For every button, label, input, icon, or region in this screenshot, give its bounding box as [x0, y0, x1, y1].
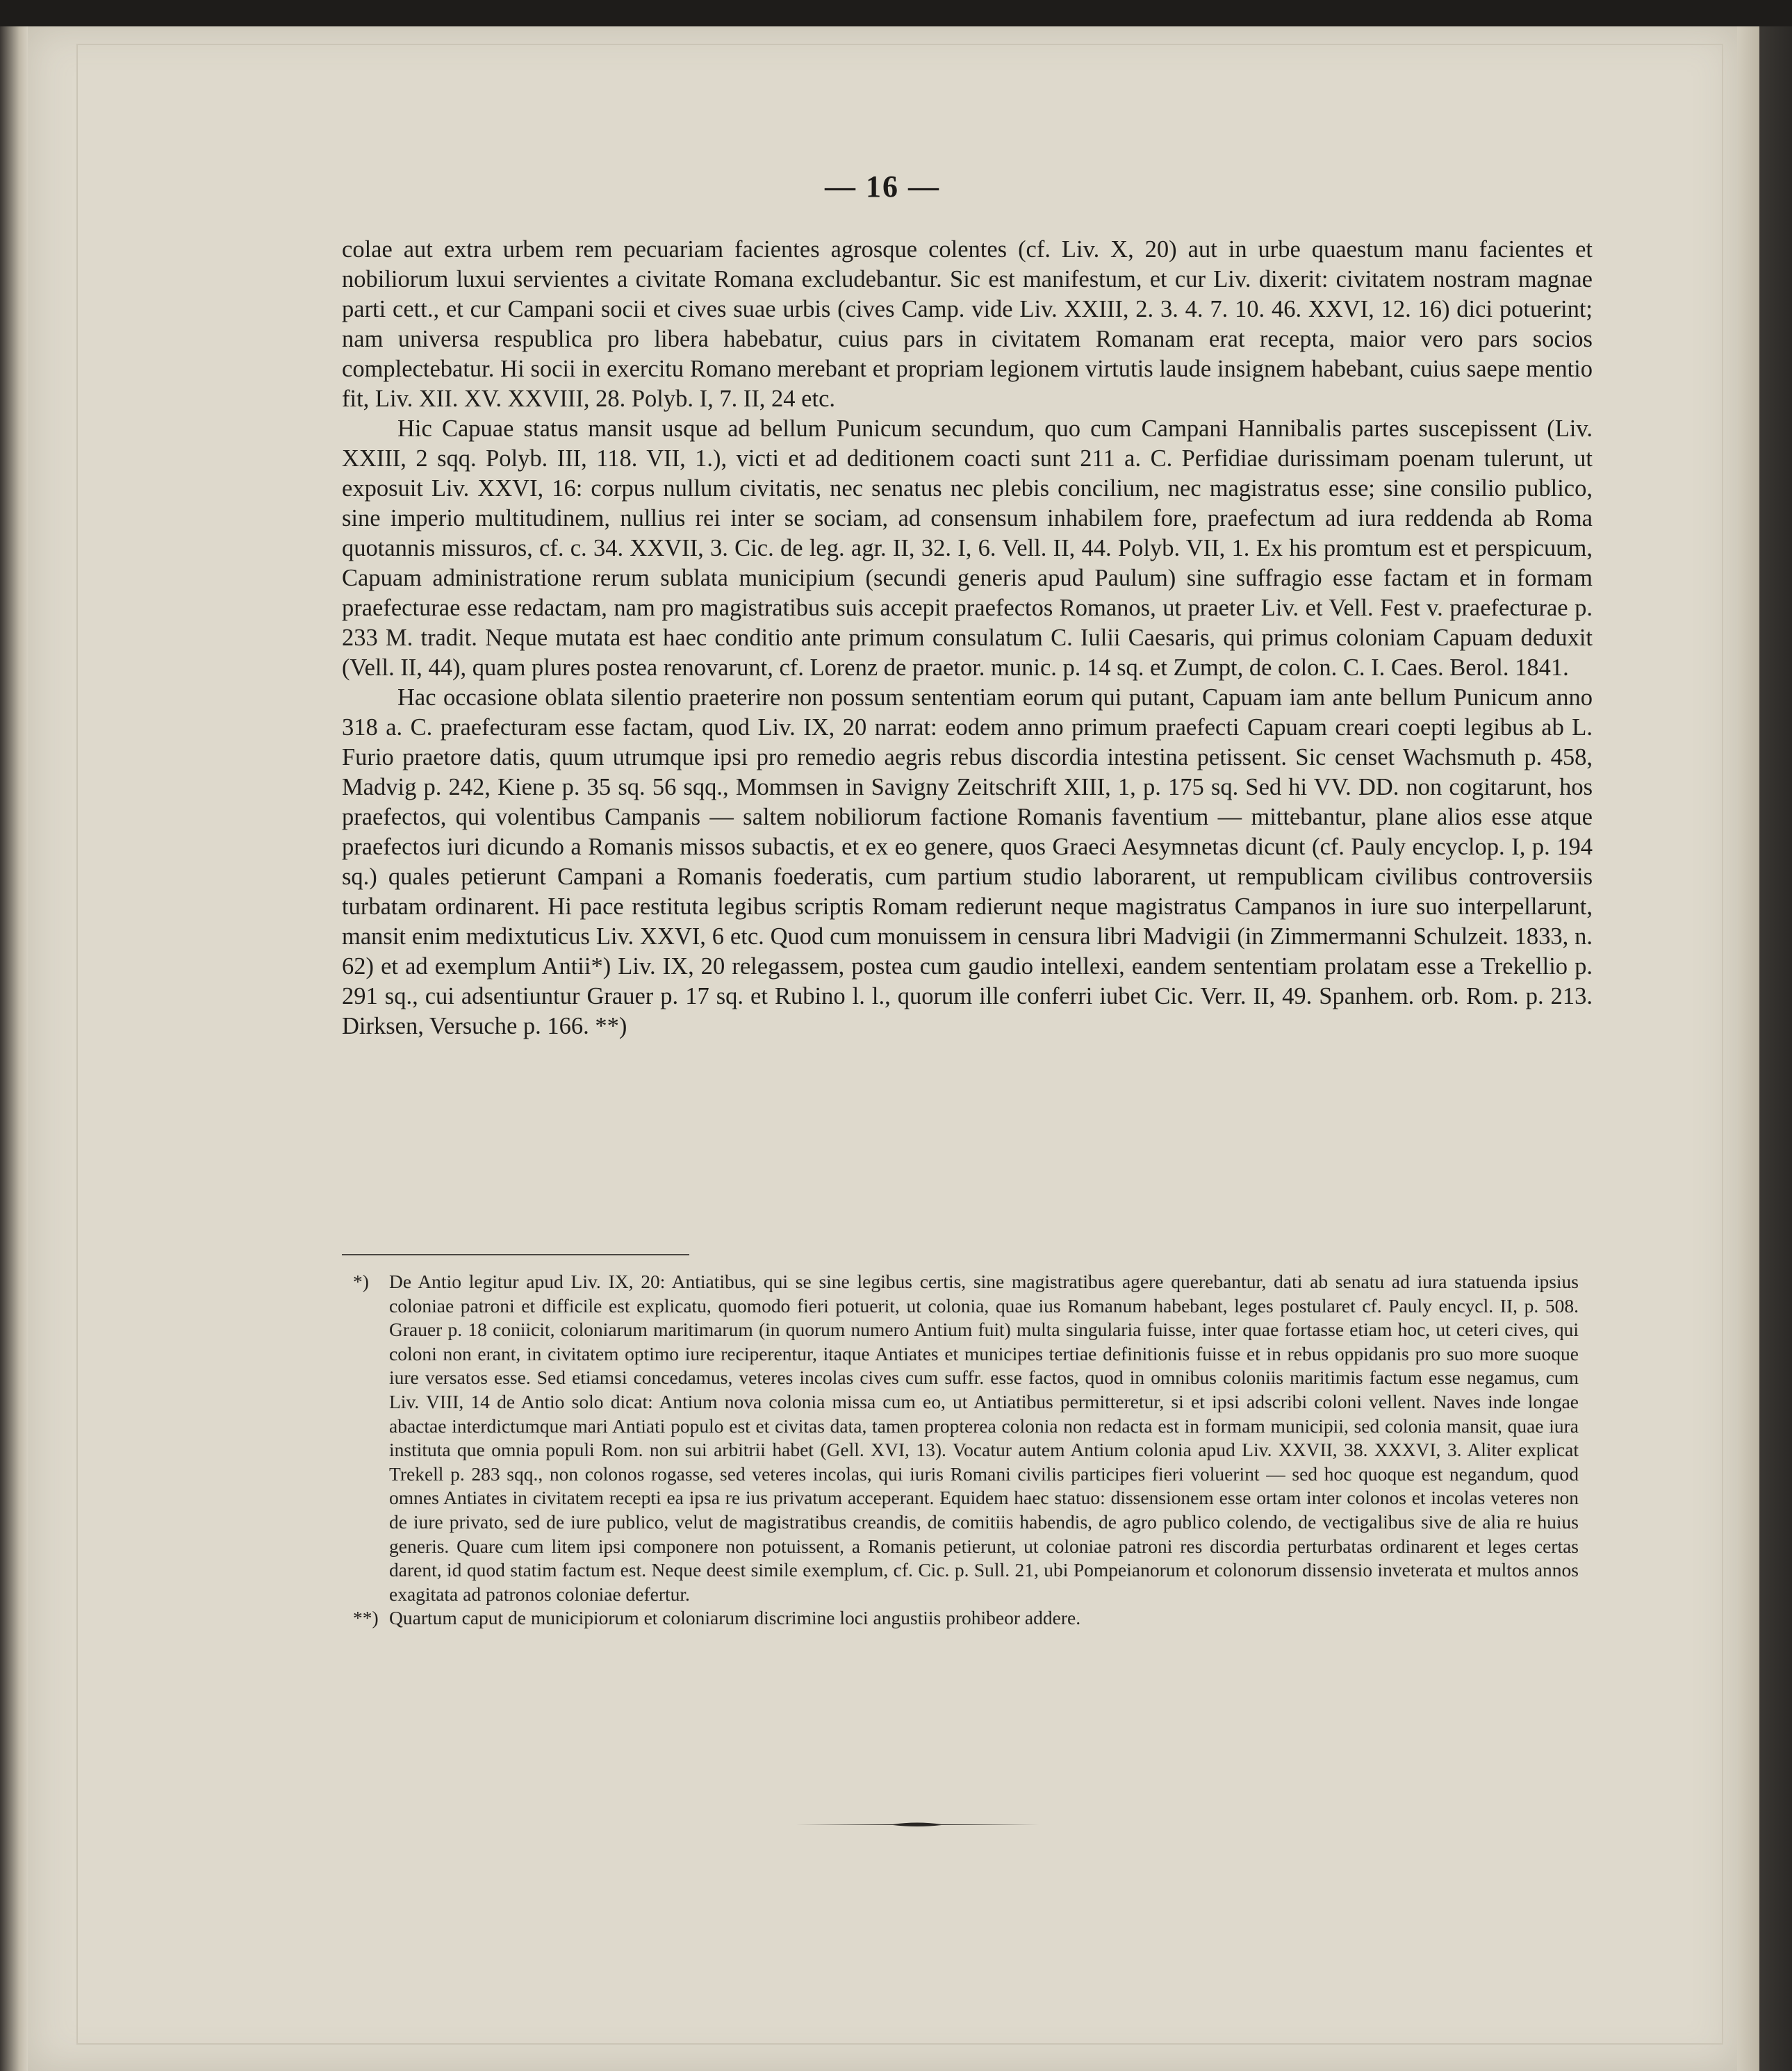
page-edge-right: [1737, 26, 1792, 2071]
footnote-text: De Antio legitur apud Liv. IX, 20: Antiatibus, qui se sine legibus certis, sine magistratibus agere querebantur, dati ab senatu ad iura statuenda ipsius coloniae patroni et difficile est explicatu, quomodo fieri potuerit, ut colonia, quae ius Romanum habebant, leges postularet cf. Pauly encycl. II, p. 508. Grauer p. 18 coniicit, coloniarum maritimarum (in quorum numero Antium fuit) multa singularia fuisse, inter quae fortasse etiam hoc, ut ceteri cives, qui coloni non erant, in civitatem optimo iure reciperentur, itaque Antiates et municipes tertiae definitionis fuisse et in rebus oppidanis pro suo more suoque iure versatos esse. Sed etiamsi concedamus, veteres incolas cives cum suffr. esse factos, quod in omnibus coloniis maritimis factum esse negamus, cum Liv. VIII, 14 de Antio solo dicat: Antium nova colonia missa cum eo, ut Antiatibus permitteretur, si et ipsi adscribi coloni vellent. Naves inde longae abactae interdictumque mari Antiati populo est et civitas data, tamen propterea colonia non redacta est in formam municipii, sed colonia mansit, quae iura instituta que omnia populi Rom. non sui arbitrii habet (Gell. XVI, 13). Vocatur autem Antium colonia apud Liv. XXVII, 38. XXXVI, 3. Aliter explicat Trekell p. 283 sqq., non colonos rogasse, sed veteres incolas, qui iuris Romani civilis participes fieri voluerint — sed hoc quoque est negandum, quod omnes Antiates in civitatem recepti ea ipsa re ius privatum acceperant. Equidem haec statuo: dissensionem esse ortam inter colonos et incolas veteres non de iure privato, sed de iure publico, velut de magistratibus creandis, de comitiis habendis, de agro publico colendo, de vectigalibus sive de alia re huius generis. Quare cum litem ipsi componere non potuissent, a Romanis petierunt, ut coloniae patroni res discordia perturbatas ordinarent et leges certas darent, id quod statim factum est. Neque deest simile exemplum, cf. Cic. p. Sull. 21, ubi Pompeianorum et colonorum dissensio inveterata et multos annos exagitata ad patronos coloniae defertur.: [389, 1271, 1579, 1605]
scan-background-top: [0, 0, 1792, 26]
footnote-mark: **): [353, 1607, 379, 1629]
footnote-text: Quartum caput de municipiorum et coloniarum discrimine loci angustiis prohibeor addere.: [389, 1607, 1081, 1629]
footnote-separator: [342, 1254, 689, 1255]
end-ornament: [796, 1821, 1039, 1828]
footnote: [353, 1270, 1579, 1606]
paragraph: Hac occasione oblata silentio praeterire non possum sententiam eorum qui putant, Capuam iam ante bellum Punicum anno 318 a. C. praefecturam esse factam, quod Liv. IX, 20 narrat: eodem anno primum praefecti Capuam creari coepti legibus ab L. Furio praetore datis, quum utrumque ipsi pro remedio aegris rebus discordia intestina petissent. Sic censet Wachsmuth p. 458, Madvig p. 242, Kiene p. 35 sq. 56 sqq., Mommsen in Savigny Zeitschrift XIII, 1, p. 175 sq. Sed hi VV. DD. non cogitarunt, hos praefectos, qui volentibus Campanis — saltem nobiliorum factione Romanis faventium — mittebantur, plane alios esse atque praefectos iuri dicundo a Romanis missos subactis, et ex eo genere, quos Graeci Aesymnetas dicunt (cf. Pauly encyclop. I, p. 194 sq.) quales petierunt Campani a Romanis foederatis, cum partium studio laborarent, ut rempublicam civilibus controversiis turbatam ordinarent. Hi pace restituta legibus scriptis Romam redierunt neque magistratus Campanos in iure suo interpellarunt, mansit enim medixtuticus Liv. XXVI, 6 etc. Quod cum monuissem in censura libri Madvigii (in Zimmermanni Schulzeit. 1833, n. 62) et ad exemplum Antii*) Liv. IX, 20 relegassem, postea cum gaudio intellexi, eandem sententiam prolatam esse a Trekellio p. 291 sq., cui adsentiuntur Grauer p. 17 sq. et Rubino l. l., quorum ille conferri iubet Cic. Verr. II, 49. Spanhem. orb. Rom. p. 213. Dirksen, Versuche p. 166. **): [342, 684, 1593, 1039]
footnote: [353, 1606, 1579, 1631]
book-page: [28, 26, 1737, 2071]
footnote-mark: *): [353, 1271, 369, 1292]
main-text: [342, 235, 1593, 1041]
footnotes: [353, 1270, 1579, 1631]
book-gutter-left: [0, 26, 28, 2071]
paragraph: Hic Capuae status mansit usque ad bellum Punicum secundum, quo cum Campani Hannibalis partes suscepissent (Liv. XXIII, 2 sqq. Polyb. III, 118. VII, 1.), victi et ad deditionem coacti sunt 211 a. C. Perfidiae durissimam poenam tulerunt, ut exposuit Liv. XXVI, 16: corpus nullum civitatis, nec senatus nec plebis concilium, nec magistratus esse; sine consilio publico, sine imperio multitudinem, nullius rei inter se sociam, ad consensum inhabilem fore, praefectum ad iura reddenda ab Roma quotannis missuros, cf. c. 34. XXVII, 3. Cic. de leg. agr. II, 32. I, 6. Vell. II, 44. Polyb. VII, 1. Ex his promtum est et perspicuum, Capuam administratione rerum sublata municipium (secundi generis apud Paulum) sine suffragio esse factam et in formam praefecturae esse redactam, nam pro magistratibus suis accepit praefectos Romanos, ut praeter Liv. et Vell. Fest v. praefecturae p. 233 M. tradit. Neque mutata est haec conditio ante primum consulatum C. Iulii Caesaris, qui primus coloniam Capuam deduxit (Vell. II, 44), quam plures postea renovarunt, cf. Lorenz de praetor. munic. p. 14 sq. et Zumpt, de colon. C. I. Caes. Berol. 1841.: [342, 415, 1593, 681]
paragraph: colae aut extra urbem rem pecuariam facientes agrosque colentes (cf. Liv. X, 20) aut in urbe quaestum manu facientes et nobiliorum luxui servientes a civitate Romana excludebantur. Sic est manifestum, et cur Liv. dixerit: civitatem nostram magnae parti cett., et cur Campani socii et cives suae urbis (cives Camp. vide Liv. XXIII, 2. 3. 4. 7. 10. 46. XXVI, 12. 16) dici potuerint; nam universa respublica pro libera habebatur, cuius pars in civitatem Romanam erat recepta, maior vero pars socios complectebatur. Hi socii in exercitu Romano merebant et propriam legionem virtutis laude insignem habebant, cuius saepe mentio fit, Liv. XII. XV. XXVIII, 28. Polyb. I, 7. II, 24 etc.: [342, 236, 1593, 412]
page-number: — 16 —: [825, 170, 940, 204]
